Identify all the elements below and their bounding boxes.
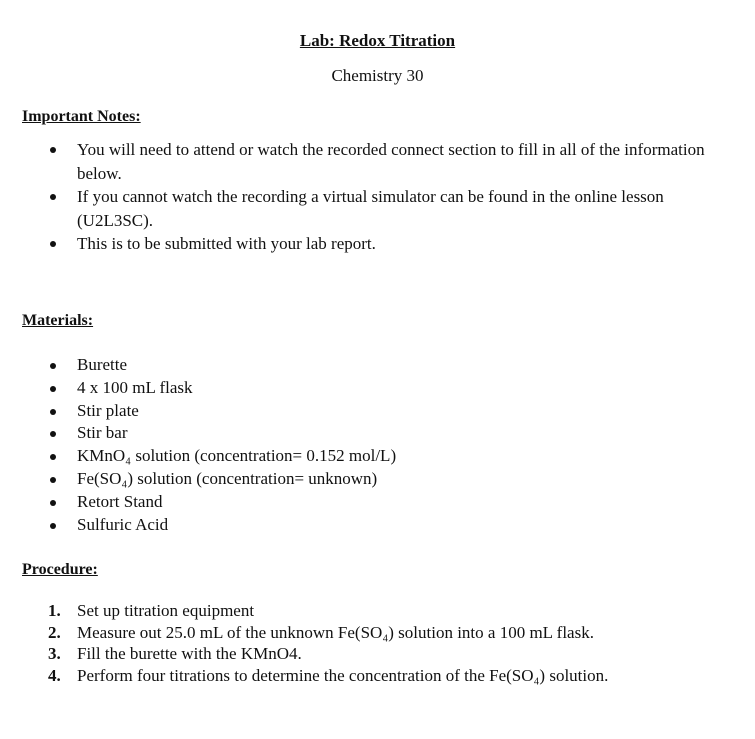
step-number: 1. [48, 601, 61, 620]
procedure-step [48, 600, 738, 622]
note-item: If you cannot watch the recording a virtual simulator can be found in the online lesson (U2L3SC). [48, 185, 738, 232]
procedure-steps [48, 600, 738, 686]
material-item: Burette [48, 354, 648, 377]
important-notes-heading: Important Notes: [22, 108, 141, 125]
step-text: Measure out 25.0 mL of the unknown Fe(SO₄) solution into a 100 mL flask. [77, 622, 594, 642]
material-item: Stir plate [48, 400, 648, 423]
note-item: This is to be submitted with your lab report. [48, 232, 738, 256]
procedure-step [48, 665, 738, 687]
material-item: Retort Stand [48, 491, 648, 514]
important-notes-list [48, 138, 738, 256]
procedure-step [48, 622, 738, 644]
material-item: Sulfuric Acid [48, 514, 648, 537]
step-number: 4. [48, 665, 61, 685]
note-item: You will need to attend or watch the recorded connect section to fill in all of the information below. [48, 138, 738, 185]
procedure-heading: Procedure: [22, 561, 98, 578]
step-number: 3. [48, 644, 61, 663]
material-item: 4 x 100 mL flask [48, 377, 648, 400]
materials-list [48, 354, 648, 536]
procedure-step [48, 643, 738, 665]
step-text: Set up titration equipment [77, 601, 255, 620]
document-title: Lab: Redox Titration [299, 31, 456, 50]
material-item: Stir bar [48, 422, 648, 445]
step-text: Fill the burette with the KMnO4. [77, 644, 302, 663]
document-subtitle: Chemistry 30 [331, 66, 424, 85]
material-item: KMnO₄ solution (concentration= 0.152 mol/L) [48, 445, 648, 468]
step-number: 2. [48, 622, 61, 642]
materials-heading: Materials: [22, 312, 94, 329]
material-item: Fe(SO₄) solution (concentration= unknown) [48, 468, 648, 491]
step-text: Perform four titrations to determine the concentration of the Fe(SO₄) solution. [77, 665, 609, 685]
